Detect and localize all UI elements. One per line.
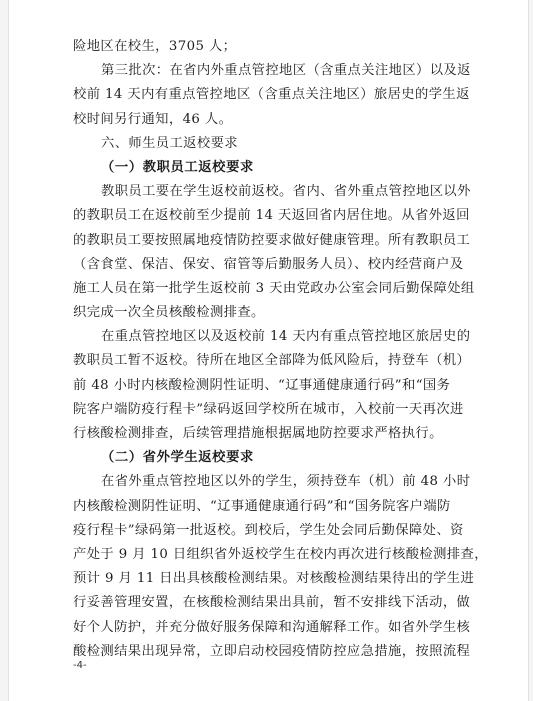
paragraph-first-line: 第三批次：在省内外重点管控地区（含重点关注地区）以及返 — [101, 63, 471, 79]
text-line: 酸检测结果出现异常，立即启动校园疫情防控应急措施，按照流程 — [73, 643, 471, 659]
document-body — [73, 35, 493, 664]
text-line: 前 48 小时内核酸检测阴性证明、“辽事通健康通行码”和“国务 — [73, 377, 451, 393]
text-line: 院客户端防疫行程卡”绿码返回学校所在城市，入校前一天再次进 — [73, 401, 464, 417]
section-heading: 六、师生员工返校要求 — [101, 135, 238, 151]
text-line: 校前 14 天内有重点管控地区（含重点关注地区）旅居史的学生返 — [73, 87, 470, 103]
text-line: 的教职员工在返校前至少提前 14 天返回省内居住地。从省外返回 — [73, 208, 470, 224]
document-page — [8, 0, 529, 701]
text-line: （含食堂、保洁、保安、宿管等后勤服务人员）、校内经营商户及 — [73, 256, 464, 272]
subsection-heading: （一）教职员工返校要求 — [101, 159, 254, 175]
paragraph-first-line: 在省外重点管控地区以外的学生，须持登车（机）前 48 小时 — [101, 474, 471, 490]
text-line: 校时间另行通知，46 人。 — [73, 111, 233, 127]
text-line: 的教职员工要按照属地疫情防控要求做好健康管理。所有教职员工 — [73, 232, 471, 248]
text-line: 产处于 9 月 10 日组织省外返校学生在校内再次进行核酸检测排查， — [73, 546, 488, 562]
text-line: 险地区在校生，3705 人； — [73, 39, 237, 54]
subsection-heading: （二）省外学生返校要求 — [101, 450, 254, 466]
text-line: 教职员工暂不返校。待所在地区全部降为低风险后，持登车（机） — [73, 353, 471, 369]
text-line: 好个人防护，并充分做好服务保障和沟通解释工作。如省外学生核 — [73, 619, 471, 635]
text-line: 疫行程卡”绿码第一批返校。到校后，学生处会同后勤保障处、资 — [73, 522, 464, 538]
text-line: 行妥善管理安置，在核酸检测结果出具前，暂不安排线下活动，做 — [73, 595, 471, 611]
text-line: 行核酸检测排查，后续管理措施根据属地防控要求严格执行。 — [73, 426, 443, 441]
paragraph-first-line: 教职员工要在学生返校前返校。省内、省外重点管控地区以外 — [101, 184, 471, 200]
text-line: 内核酸检测阴性证明、“辽事通健康通行码”和“国务院客户端防 — [73, 498, 451, 514]
text-line: 预计 9 月 11 日出具核酸检测结果。对核酸检测结果待出的学生进 — [73, 571, 475, 587]
text-line: 织完成一次全员核酸检测排查。 — [73, 305, 265, 321]
text-line: 施工人员在第一批学生返校前 3 天由党政办公室会同后勤保障处组 — [73, 280, 475, 296]
page-number: -4- — [73, 660, 87, 671]
paragraph-first-line: 在重点管控地区以及返校前 14 天内有重点管控地区旅居史的 — [101, 329, 471, 345]
